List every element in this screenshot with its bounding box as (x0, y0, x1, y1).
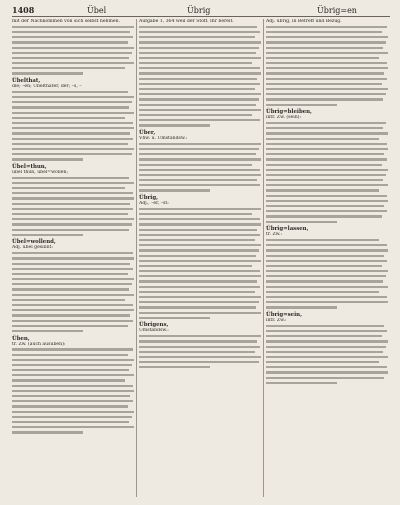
running-header (12, 5, 390, 16)
entry-text-opening: tr. Zw.: (266, 232, 283, 238)
entry-headword: Übelthat, (12, 78, 41, 85)
running-headword-right: Übrig=en (317, 6, 357, 15)
running-headword-left: Übel (87, 6, 107, 15)
dictionary-entry (139, 130, 261, 193)
text-columns (12, 19, 390, 499)
dictionary-entry (266, 109, 388, 224)
entry-headword: Über, (139, 129, 156, 136)
entry-headword: Üben, (12, 335, 30, 342)
entry-headword: Übrig=sein, (266, 311, 302, 318)
text-line (266, 102, 388, 107)
dictionary-entry (12, 336, 134, 435)
text-line (139, 315, 261, 320)
dictionary-entry (12, 164, 134, 237)
entry-headword: Übrig=bleiben, (266, 109, 312, 116)
entry-body-text (139, 141, 261, 193)
entry-text-opening: Vhw. u. Umstandsw.: (139, 135, 188, 141)
page-number: 1408 (12, 5, 35, 15)
entry-body-text (12, 251, 134, 334)
text-line (12, 328, 134, 333)
entry-body-text (12, 347, 134, 435)
dictionary-entry (12, 19, 134, 76)
entry-text-opening: Adj. übel gesinnt: (12, 245, 53, 251)
entry-headword: Übrig=lassen, (266, 226, 309, 233)
dictionary-entry (12, 78, 134, 162)
text-line (139, 188, 261, 193)
column-2 (139, 19, 261, 499)
entry-body-text (266, 120, 388, 224)
dictionary-entry (12, 239, 134, 333)
entry-body-text (12, 175, 134, 237)
entry-text-opening: übel thun, übel=wollen; (12, 169, 68, 175)
running-headword-center: Übrig (187, 6, 211, 15)
dictionary-entry (139, 195, 261, 320)
entry-text-opening: die; –en; Übelthäter, der; –s, – (12, 84, 82, 90)
entry-text-opening: Adj., –er, –st: (139, 201, 169, 207)
text-line (12, 157, 134, 162)
entry-body-text (12, 24, 134, 76)
entry-body-text (139, 24, 261, 128)
text-line (266, 305, 388, 310)
text-line (12, 430, 134, 435)
entry-body-text (139, 206, 261, 320)
entry-body-text (12, 89, 134, 162)
entry-body-text (139, 334, 261, 370)
dictionary-entry (266, 312, 388, 385)
entry-text-opening: Aufgabe 1, 364 weil der Stoff. Ihr bereit. (139, 19, 234, 24)
entry-text-opening: intr. Zw.: (266, 317, 287, 323)
entry-headword: Übrigens, (139, 322, 169, 329)
header-rule (12, 16, 390, 17)
entry-body-text (266, 237, 388, 310)
entry-body-text (266, 24, 388, 107)
text-line (266, 219, 388, 224)
text-line (139, 123, 261, 128)
entry-text-opening: Umstandsw.: (139, 328, 169, 334)
text-line (266, 380, 388, 385)
column-1 (12, 19, 134, 499)
entry-text-opening: mit der Nachkommen von sich selbst nehmen. (12, 19, 121, 24)
dictionary-entry (266, 226, 388, 310)
entry-text-opening: intr. Zw. (sein): (266, 115, 302, 121)
entry-text-opening: Adj. übrig, in Betreff und Bezug. (266, 19, 342, 24)
dictionary-entry (139, 19, 261, 128)
entry-body-text (266, 323, 388, 385)
entry-text-opening: tr. Zw. (auch ausüben): (12, 341, 66, 347)
entry-headword: Übel=wollend, (12, 239, 56, 246)
entry-headword: Übrig, (139, 195, 159, 202)
dictionary-entry (266, 19, 388, 107)
entry-headword: Übel=thun, (12, 163, 47, 170)
text-line (139, 365, 261, 370)
column-3 (266, 19, 388, 499)
text-line (12, 71, 134, 76)
text-line (12, 232, 134, 237)
dictionary-entry (139, 322, 261, 370)
